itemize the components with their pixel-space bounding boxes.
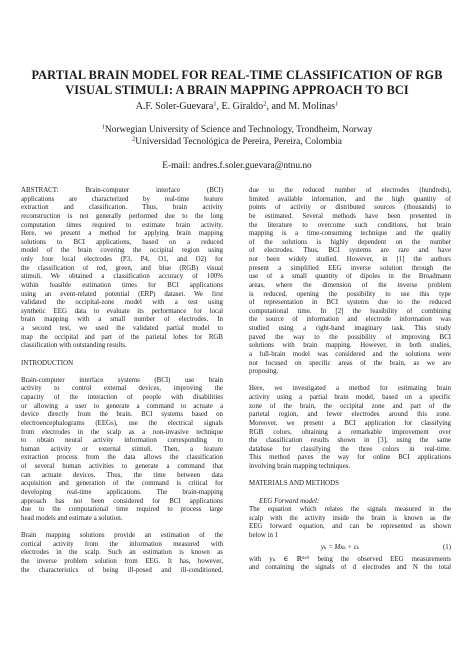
author-name: A.F. Soler-Guevara [135,101,214,112]
paragraph-gap [249,489,451,498]
text-line: or allowing a user to generate a command to actuate a [21,402,223,410]
text-line: Here, we present a method for applying brain mapping [21,230,223,238]
text-line: of the solutions is highly dependent on the number [249,238,451,246]
paragraph-gap [21,368,223,377]
text-line: approach has not been considered for BCI applications [21,497,223,505]
text-line: the characteristics of being ill-posed and ill-conditioned, [21,566,223,574]
text-line: of electrodes. Thus, BCI systems are rare and have [249,247,451,255]
text-line: ABSTRACT: Brain-computer interface (BCI) [21,187,223,194]
text-line: map the occipital and part of the parietal lobes for RGB [21,333,223,341]
text-line: the source of information and electrode information was [249,316,451,324]
left-column [21,187,223,575]
text-line: capacity of the interaction of people with disabilities [21,394,223,401]
text-line: paved the way to the possibility of improving BCI [249,333,451,341]
text-line: not been widely studied. However, in [1] the authors [249,256,451,263]
affiliation-line [20,125,454,137]
text-line: points of activity or distributed sources (thousands) to [249,204,451,212]
text-line: extraction process from the data allows the classification [21,454,223,462]
paragraph-gap [249,377,451,386]
text-line: with yₖ ∈ ℝᵈˣᴺ being the observed EEG measurements [249,555,451,563]
author-separator: , and [266,101,289,112]
text-line: Here, we investigated a method for estimating brain [249,385,451,393]
text-line: classification with outstanding results. [21,342,127,350]
text-line: Moreover, we present a BCI application for classifying [249,419,451,427]
text-line: use of a small quantity of dipoles in the Broadmann [249,273,451,281]
paper-title [20,68,454,98]
text-line: the classification of red, green, and blue (RGB) visual [21,264,223,272]
equation-expression: yₖ = Mxₖ + εₖ [320,543,360,551]
text-line: is reduced, opening the possibility to use this type [249,290,451,298]
affiliation-line [20,137,454,149]
text-line: the literature to overcome such conditions, but brain [249,221,451,229]
text-line: RGB colors, obtaining a remarkable improvement over [249,428,451,436]
text-line: cortical activity from the information measured with [21,540,223,548]
text-line: only four local electrodes (P3, P4, O1, and O2) for [21,256,223,263]
author-affiliation-mark: 1 [213,100,217,108]
author-list [20,101,454,113]
text-line: electroencephalograms (EEGs), use the electrical signals [21,419,223,427]
text-line: the inverse problem solution from EEG. It has, however, [21,557,223,565]
equation [249,541,451,556]
text-line: computational time. In [2] the feasibility of combining [249,307,451,315]
text-line: human activity or external stimuli. Then, a feature [21,445,223,453]
text-line: to obtain neural activity information corresponding to [21,437,223,445]
text-line: parietal region, and fewer electrodes around this zone. [249,411,451,419]
text-line: limited available information, and the high quantity of [249,195,451,203]
title-line-1: PARTIAL BRAIN MODEL FOR REAL-TIME CLASSIFICATION OF RGB [31,68,443,82]
text-line: developing real-time applications. The brain-mapping [21,488,223,496]
text-line: proposing. [249,368,279,376]
affiliation-number: 2 [132,135,136,142]
text-line: a full-brain model was considered and the solutions were [249,350,451,358]
text-line: involving brain mapping techniques. [249,463,351,470]
right-column [249,187,451,573]
author-affiliation-mark: 1 [335,100,339,108]
text-line: brain mapping with a small number of electrodes. In [21,316,223,324]
text-line: applications are characterized by real-time feature [21,195,223,203]
text-line: reconstruction is not generally performed due to the long [21,212,223,220]
text-line: and containing the signals of d electrodes and N the total [249,564,451,572]
text-line: model of the brain covering the occipital region using [21,247,223,255]
text-line: not focused on specific areas of the brain, as we are [249,359,451,367]
text-line: electrodes in the scalp. Such an estimation is known as [21,549,223,557]
text-line: head models and estimate a solution. [21,514,123,522]
text-line: Brain mapping solutions provide an estimation of the [21,532,223,539]
text-line: below in 1 [249,532,279,539]
paragraph-gap [249,472,451,481]
contact-email: E-mail: andres.f.soler.guevara@ntnu.no [162,161,312,171]
text-line: from electrodes in the scalp as a non-invasive technique [21,428,223,436]
text-line: acquisition and generation of the command is critical for [21,480,223,488]
text-line: EEG forward equation, and can be represented as shown [249,523,451,531]
equation-number: (1) [442,543,451,551]
text-line: can actuate devices. Thus, the time between data [21,471,223,479]
text-line: due to the computational time required to process large [21,506,223,514]
text-line: using an event-related potential (ERP) dataset. We first [21,290,223,298]
author-name: M. Molinas [288,101,336,112]
title-line-2: VISUAL STIMULI: A BRAIN MAPPING APPROACH TO BCI [65,83,409,97]
text-line: database for classifying the three colors in real-time. [249,445,451,453]
text-line: due to the reduced number of electrodes (hundreds), [249,187,451,194]
author-separator: , [216,101,222,112]
text-line: be estimated. Several methods have been presented in [249,212,451,220]
text-line: of several human activities to generate a command that [21,463,223,470]
text-line: a second test, we used the validated partial model to [21,325,223,332]
text-line: synthetic EEG data to evaluate its performance for local [21,307,223,315]
text-line: The equation which relates the signals measured in the [249,506,451,514]
text-line: studied using a right-hand imaginary task. This study [249,325,451,332]
affiliations [20,125,454,148]
text-line: computation times required to estimate brain activity. [21,221,223,229]
section-heading: INTRODUCTION [21,359,74,367]
paragraph-gap [21,351,223,360]
text-line: extraction and classification. Thus, brain activity [21,204,223,212]
subsection-heading: EEG Forward model: [259,497,320,505]
affiliation-text: Universidad Tecnológica de Pereira, Pereira, Colombia [135,136,342,147]
text-line: Brain-computer interface systems (BCI) use brain [21,376,223,384]
text-line: solutions to BCI applications, based on a reduced [21,238,223,246]
text-line: zone of the brain, the occipital zone and part of the [249,402,451,410]
text-line: This method paves the way for online BCI applications [249,454,451,462]
text-line: of representation in BCI systems due to the reduced [249,299,451,307]
text-line: areas, where the dimension of the inverse problem [249,281,451,289]
text-line: scalp with the activity inside the brain is known as the [249,514,451,522]
text-line: present a simplified EEG inverse solution through the [249,264,451,272]
text-line: solutions with brain mapping. However, in both studies, [249,342,451,350]
affiliation-text: Norwegian University of Science and Technology, Trondheim, Norway [104,125,373,135]
text-line: mapping is a time-consuming technique and the quality [249,230,451,238]
text-line: validated the occipital-zone model with a test using [21,299,223,307]
paragraph-gap [21,523,223,532]
author-name: E. Giraldo [221,101,264,112]
text-line: within feasible estimation times for BCI applications [21,281,223,289]
text-line: stimuli. We obtained a classification accuracy of 100% [21,273,223,281]
text-line: activity to control external devices, improving the [21,385,223,393]
text-line: device directly from the brain. BCI systems based on [21,411,223,419]
text-line: activity using a partial brain model, based on a specific [249,394,451,401]
text-line: the classification results shown in [3], using the same [249,437,451,445]
affiliation-number: 1 [101,123,105,131]
section-heading: MATERIALS AND METHODS [249,480,339,488]
author-affiliation-mark: 2 [263,100,267,108]
